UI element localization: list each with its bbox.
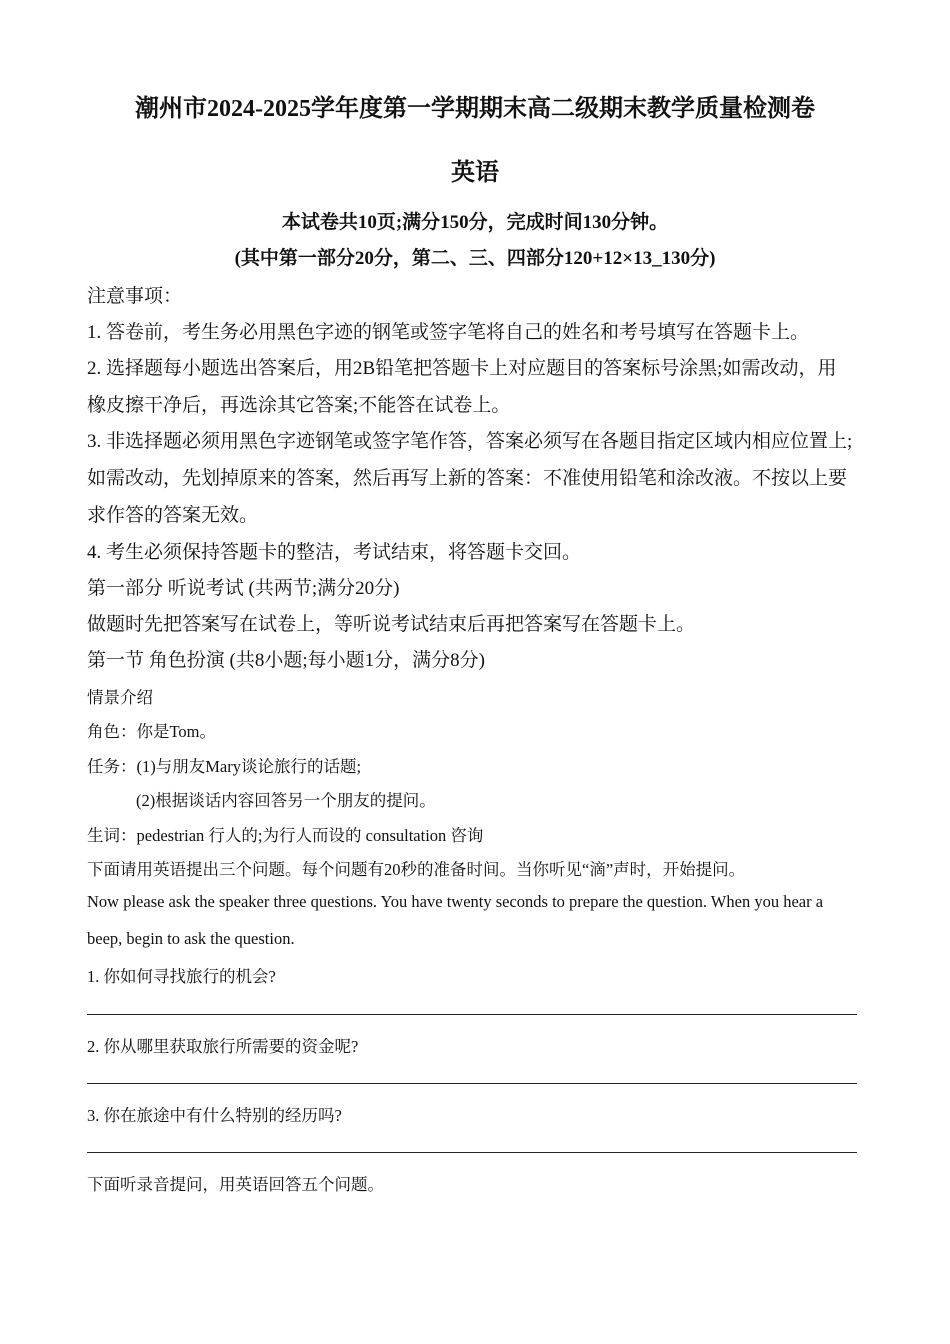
exam-info-line-1: 本试卷共10页;满分150分，完成时间130分钟。	[281, 212, 669, 233]
subject-title: 英语	[451, 160, 499, 186]
note-item-3-line-1: 3. 非选择题必须用黑色字迹钢笔或签字笔作答，答案必须写在各题目指定区域内相应位置上;	[87, 431, 853, 452]
note-item-2-line-1: 2. 选择题每小题选出答案后，用2B铅笔把答题卡上对应题目的答案标号涂黑;如需改动，用	[87, 358, 837, 379]
note-item-2-line-2: 橡皮擦干净后，再选涂其它答案;不能答在试卷上。	[87, 395, 511, 416]
notes-heading: 注意事项：	[87, 286, 183, 307]
question-3: 3. 你在旅途中有什么特别的经历吗?	[87, 1106, 342, 1125]
note-item-3-line-2: 如需改动，先划掉原来的答案，然后再写上新的答案：不准使用铅笔和涂改液。不按以上要	[87, 468, 848, 489]
part1-instruction: 做题时先把答案写在试卷上，等听说考试结束后再把答案写在答题卡上。	[87, 614, 696, 635]
prompt-english-line-1: Now please ask the speaker three questions. You have twenty seconds to prepare the question. When you hear a	[87, 892, 824, 911]
answer-line-3	[87, 1152, 857, 1153]
prompt-chinese: 下面请用英语提出三个问题。每个问题有20秒的准备时间。当你听见“滴”声时，开始提问。	[87, 860, 746, 879]
task-line-1: 任务：(1)与朋友Mary谈论旅行的话题;	[87, 757, 362, 776]
role-line: 角色：你是Tom。	[87, 722, 217, 741]
task-line-2: (2)根据谈话内容回答另一个朋友的提问。	[136, 791, 436, 810]
exam-info-line-2: (其中第一部分20分，第二、三、四部分120+12×13_130分)	[234, 248, 716, 269]
vocab-line: 生词：pedestrian 行人的;为行人而设的 consultation 咨询	[87, 826, 484, 845]
answer-line-2	[87, 1083, 857, 1084]
exam-title: 潮州市2024-2025学年度第一学期期末高二级期末教学质量检测卷	[135, 96, 815, 122]
note-item-1: 1. 答卷前，考生务必用黑色字迹的钢笔或签字笔将自己的姓名和考号填写在答题卡上。	[87, 322, 810, 343]
question-1: 1. 你如何寻找旅行的机会?	[87, 967, 276, 986]
prompt-english-line-2: beep, begin to ask the question.	[87, 929, 295, 948]
note-item-4: 4. 考生必须保持答题卡的整洁，考试结束，将答题卡交回。	[87, 542, 582, 563]
answer-prompt: 下面听录音提问，用英语回答五个问题。	[87, 1175, 384, 1194]
part1-heading: 第一部分 听说考试 (共两节;满分20分)	[87, 578, 400, 599]
question-2: 2. 你从哪里获取旅行所需要的资金呢?	[87, 1037, 359, 1056]
note-item-3-line-3: 求作答的答案无效。	[87, 505, 259, 526]
answer-line-1	[87, 1014, 857, 1015]
scenario-label: 情景介绍	[87, 688, 153, 707]
section1-heading: 第一节 角色扮演 (共8小题;每小题1分，满分8分)	[87, 650, 485, 671]
